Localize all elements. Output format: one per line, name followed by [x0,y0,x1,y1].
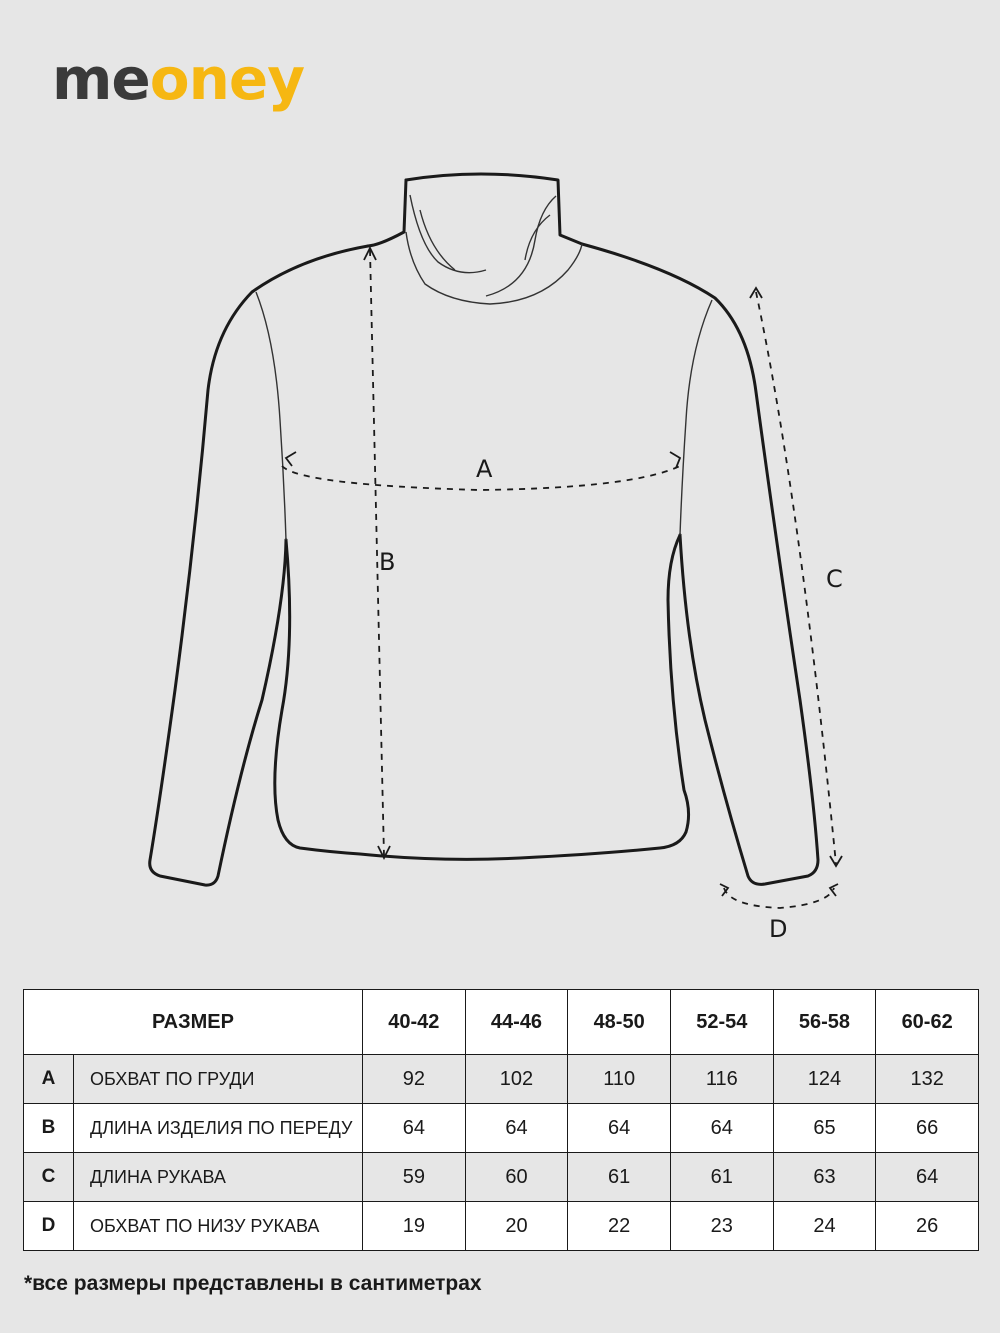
table-cell: 64 [876,1153,979,1202]
label-d: D [769,915,788,943]
measure-d-line [724,888,834,908]
table-cell: 26 [876,1202,979,1251]
table-cell: 22 [568,1202,671,1251]
size-table-header [24,990,979,1055]
table-cell: 110 [568,1055,671,1104]
table-cell: 92 [363,1055,466,1104]
table-row [24,1153,979,1202]
table-cell: 64 [363,1104,466,1153]
label-c: C [826,565,843,593]
size-col-header: 44-46 [465,990,568,1055]
sweater-left-outline [150,246,368,885]
table-cell: 61 [568,1153,671,1202]
table-row [24,1202,979,1251]
size-col-header: 40-42 [363,990,466,1055]
size-table [23,989,979,1251]
footnote: *все размеры представлены в сантиметрах [24,1272,482,1295]
row-code: A [24,1055,74,1104]
table-cell: 64 [670,1104,773,1153]
row-label: ДЛИНА ИЗДЕЛИЯ ПО ПЕРЕДУ [74,1104,363,1153]
table-cell: 24 [773,1202,876,1251]
table-cell: 66 [876,1104,979,1153]
table-cell: 124 [773,1055,876,1104]
size-col-header: 60-62 [876,990,979,1055]
table-cell: 65 [773,1104,876,1153]
sweater-right-outline [582,244,818,884]
table-cell: 64 [568,1104,671,1153]
table-cell: 116 [670,1055,773,1104]
brand-logo-part1: me [52,45,150,113]
table-cell: 63 [773,1153,876,1202]
row-code: D [24,1202,74,1251]
table-cell: 61 [670,1153,773,1202]
row-label: ОБХВАТ ПО ГРУДИ [74,1055,363,1104]
size-col-header: 52-54 [670,990,773,1055]
table-cell: 23 [670,1202,773,1251]
row-label: ДЛИНА РУКАВА [74,1153,363,1202]
size-col-header: 48-50 [568,990,671,1055]
table-cell: 132 [876,1055,979,1104]
label-a: A [476,455,493,483]
table-cell: 19 [363,1202,466,1251]
size-col-header: 56-58 [773,990,876,1055]
row-code: C [24,1153,74,1202]
table-row [24,1055,979,1104]
measure-c-line [756,292,836,864]
row-label: ОБХВАТ ПО НИЗУ РУКАВА [74,1202,363,1251]
row-code: B [24,1104,74,1153]
brand-logo-part2: oney [149,45,305,113]
table-row [24,1104,979,1153]
table-cell: 20 [465,1202,568,1251]
table-cell: 102 [465,1055,568,1104]
collar-outline [406,174,582,244]
label-b: B [379,548,396,576]
table-cell: 59 [363,1153,466,1202]
table-cell: 64 [465,1104,568,1153]
table-cell: 60 [465,1153,568,1202]
size-header-label: РАЗМЕР [24,990,363,1055]
